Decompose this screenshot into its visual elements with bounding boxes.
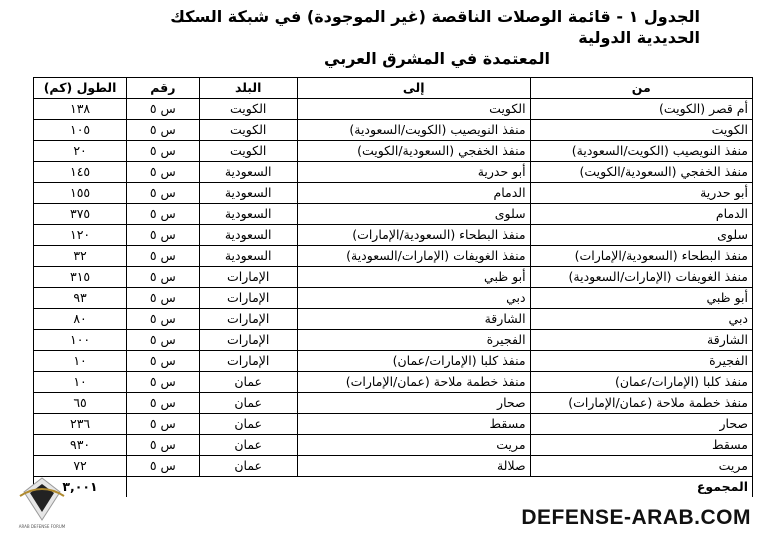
country-cell: عمان xyxy=(199,414,297,435)
country-cell: السعودية xyxy=(199,204,297,225)
route-cell: س ٥ xyxy=(127,372,199,393)
to-cell: منفذ خطمة ملاحة (عمان/الإمارات) xyxy=(297,372,530,393)
length-cell: ٣٢ xyxy=(34,246,127,267)
route-cell: س ٥ xyxy=(127,393,199,414)
title-line-1: الجدول ١ - قائمة الوصلات الناقصة (غير الموجودة) في شبكة السكك الحديدية الدولية xyxy=(170,7,700,47)
site-watermark: DEFENSE-ARAB.COM xyxy=(521,506,751,529)
length-cell: ١٢٠ xyxy=(34,225,127,246)
country-cell: السعودية xyxy=(199,183,297,204)
route-cell: س ٥ xyxy=(127,99,199,120)
country-cell: الكويت xyxy=(199,120,297,141)
from-cell: أم قصر (الكويت) xyxy=(530,99,752,120)
country-cell: الإمارات xyxy=(199,288,297,309)
from-cell: أبو حدرية xyxy=(530,183,752,204)
length-cell: ٩٣ xyxy=(34,288,127,309)
route-cell: س ٥ xyxy=(127,309,199,330)
route-cell: س ٥ xyxy=(127,267,199,288)
route-cell: س ٥ xyxy=(127,162,199,183)
to-cell: منفذ الغويفات (الإمارات/السعودية) xyxy=(297,246,530,267)
country-cell: عمان xyxy=(199,372,297,393)
from-cell: الشارقة xyxy=(530,330,752,351)
to-cell: الشارقة xyxy=(297,309,530,330)
to-cell: أبو ظبي xyxy=(297,267,530,288)
to-cell: سلوى xyxy=(297,204,530,225)
country-cell: الإمارات xyxy=(199,351,297,372)
header-length: الطول (كم) xyxy=(34,78,127,99)
table-row xyxy=(34,225,753,246)
total-empty-cell xyxy=(127,477,199,498)
length-cell: ٣١٥ xyxy=(34,267,127,288)
table-row xyxy=(34,435,753,456)
country-cell: عمان xyxy=(199,393,297,414)
length-cell: ٣٧٥ xyxy=(34,204,127,225)
header-from: من xyxy=(530,78,752,99)
route-cell: س ٥ xyxy=(127,246,199,267)
missing-links-table xyxy=(33,77,753,497)
route-cell: س ٥ xyxy=(127,204,199,225)
from-cell: منفذ كلبا (الإمارات/عمان) xyxy=(530,372,752,393)
length-cell: ١٥٥ xyxy=(34,183,127,204)
page-title xyxy=(140,6,700,69)
country-cell: الإمارات xyxy=(199,267,297,288)
table-row xyxy=(34,141,753,162)
from-cell: صحار xyxy=(530,414,752,435)
route-cell: س ٥ xyxy=(127,351,199,372)
to-cell: مسقط xyxy=(297,414,530,435)
from-cell: دبي xyxy=(530,309,752,330)
to-cell: منفذ كلبا (الإمارات/عمان) xyxy=(297,351,530,372)
table-header-row xyxy=(34,78,753,99)
length-cell: ١٤٥ xyxy=(34,162,127,183)
logo-caption: ARAB DEFENSE FORUM xyxy=(18,524,66,529)
route-cell: س ٥ xyxy=(127,435,199,456)
route-cell: س ٥ xyxy=(127,141,199,162)
length-cell: ١٠ xyxy=(34,351,127,372)
country-cell: الإمارات xyxy=(199,309,297,330)
to-cell: منفذ الخفجي (السعودية/الكويت) xyxy=(297,141,530,162)
table-row xyxy=(34,204,753,225)
from-cell: سلوى xyxy=(530,225,752,246)
from-cell: منفذ البطحاء (السعودية/الإمارات) xyxy=(530,246,752,267)
table-row xyxy=(34,351,753,372)
from-cell: أبو ظبي xyxy=(530,288,752,309)
total-value: ٣,٠٠١ xyxy=(34,477,127,498)
table-row xyxy=(34,288,753,309)
route-cell: س ٥ xyxy=(127,330,199,351)
total-row xyxy=(34,477,753,498)
from-cell: مسقط xyxy=(530,435,752,456)
length-cell: ٢٣٦ xyxy=(34,414,127,435)
table-row xyxy=(34,372,753,393)
from-cell: منفذ النويصيب (الكويت/السعودية) xyxy=(530,141,752,162)
route-cell: س ٥ xyxy=(127,288,199,309)
total-empty-cell xyxy=(297,477,530,498)
to-cell: الفجيرة xyxy=(297,330,530,351)
header-country: البلد xyxy=(199,78,297,99)
country-cell: الكويت xyxy=(199,99,297,120)
to-cell: منفذ النويصيب (الكويت/السعودية) xyxy=(297,120,530,141)
length-cell: ٢٠ xyxy=(34,141,127,162)
to-cell: صحار xyxy=(297,393,530,414)
length-cell: ١٠ xyxy=(34,372,127,393)
to-cell: صلالة xyxy=(297,456,530,477)
table-row xyxy=(34,414,753,435)
to-cell: دبي xyxy=(297,288,530,309)
length-cell: ٧٢ xyxy=(34,456,127,477)
length-cell: ١٣٨ xyxy=(34,99,127,120)
to-cell: الكويت xyxy=(297,99,530,120)
table-row xyxy=(34,393,753,414)
from-cell: منفذ خطمة ملاحة (عمان/الإمارات) xyxy=(530,393,752,414)
total-label: المجموع xyxy=(530,477,752,498)
route-cell: س ٥ xyxy=(127,120,199,141)
length-cell: ٩٣٠ xyxy=(34,435,127,456)
route-cell: س ٥ xyxy=(127,183,199,204)
to-cell: منفذ البطحاء (السعودية/الإمارات) xyxy=(297,225,530,246)
from-cell: منفذ الغويفات (الإمارات/السعودية) xyxy=(530,267,752,288)
table-row xyxy=(34,309,753,330)
table-row xyxy=(34,246,753,267)
from-cell: الدمام xyxy=(530,204,752,225)
country-cell: الكويت xyxy=(199,141,297,162)
header-to: إلى xyxy=(297,78,530,99)
country-cell: السعودية xyxy=(199,246,297,267)
total-empty-cell xyxy=(199,477,297,498)
forum-logo xyxy=(2,474,82,536)
table-row xyxy=(34,330,753,351)
to-cell: مريت xyxy=(297,435,530,456)
table-row xyxy=(34,120,753,141)
table-row xyxy=(34,162,753,183)
table-row xyxy=(34,456,753,477)
table-body xyxy=(34,99,753,477)
from-cell: الكويت xyxy=(530,120,752,141)
country-cell: السعودية xyxy=(199,225,297,246)
country-cell: الإمارات xyxy=(199,330,297,351)
route-cell: س ٥ xyxy=(127,456,199,477)
table-row xyxy=(34,267,753,288)
length-cell: ٨٠ xyxy=(34,309,127,330)
route-cell: س ٥ xyxy=(127,414,199,435)
country-cell: السعودية xyxy=(199,162,297,183)
table-row xyxy=(34,99,753,120)
length-cell: ١٠٥ xyxy=(34,120,127,141)
country-cell: عمان xyxy=(199,435,297,456)
to-cell: أبو حدرية xyxy=(297,162,530,183)
title-line-2: المعتمدة في المشرق العربي xyxy=(324,49,550,68)
length-cell: ١٠٠ xyxy=(34,330,127,351)
from-cell: منفذ الخفجي (السعودية/الكويت) xyxy=(530,162,752,183)
country-cell: عمان xyxy=(199,456,297,477)
length-cell: ٦٥ xyxy=(34,393,127,414)
route-cell: س ٥ xyxy=(127,225,199,246)
header-route: رقم xyxy=(127,78,199,99)
table-row xyxy=(34,183,753,204)
to-cell: الدمام xyxy=(297,183,530,204)
from-cell: الفجيرة xyxy=(530,351,752,372)
from-cell: مريت xyxy=(530,456,752,477)
